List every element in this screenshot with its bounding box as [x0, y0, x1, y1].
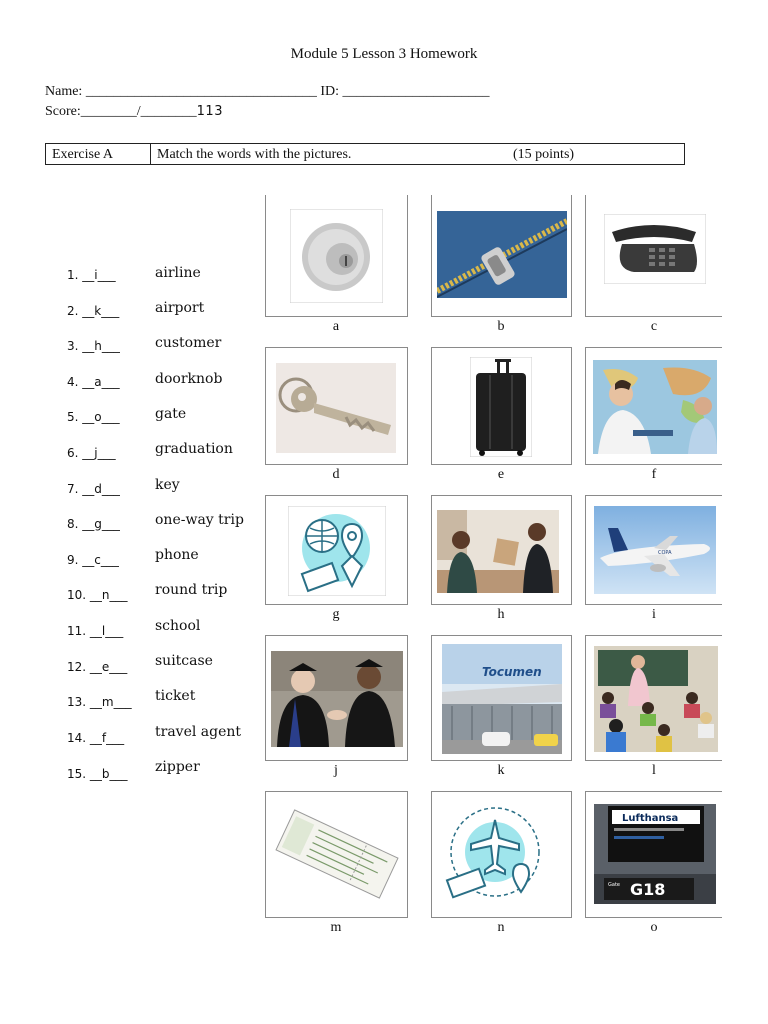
score-label: Score:	[45, 104, 81, 119]
airport-sign-text: Tocumen	[482, 665, 542, 679]
exercise-instruction-cell	[151, 144, 684, 164]
school-classroom-icon	[594, 646, 718, 752]
board-airline-text: Lufthansa	[622, 813, 679, 824]
answer-3[interactable]: 3. __h___	[67, 339, 120, 353]
key-icon	[276, 363, 396, 453]
ticket-icon	[274, 804, 400, 904]
picture-label-f: f	[651, 467, 657, 482]
word-item: zipper	[155, 759, 200, 775]
word-item: round trip	[155, 582, 228, 598]
exercise-header	[45, 143, 685, 165]
picture-label-o: o	[650, 920, 658, 935]
word-item: travel agent	[155, 724, 242, 740]
picture-o	[585, 791, 722, 918]
one-way-trip-icon	[288, 506, 386, 596]
suitcase-icon	[470, 357, 532, 457]
phone-icon	[604, 214, 706, 284]
score-total-blank: ________	[140, 104, 197, 119]
word-item: airport	[155, 300, 205, 316]
picture-label-j: j	[334, 763, 338, 778]
word-item: suitcase	[155, 653, 213, 669]
exercise-points: (15 points)	[513, 147, 575, 162]
word-item: key	[155, 477, 180, 493]
name-blank[interactable]: _________________________________	[85, 84, 317, 99]
gate-word-text: Gate	[608, 882, 620, 888]
word-item: ticket	[155, 688, 196, 704]
exercise-instruction: Match the words with the pictures.	[157, 147, 352, 162]
picture-j	[265, 635, 408, 761]
picture-label-l: l	[652, 763, 656, 778]
picture-label-b: b	[497, 319, 505, 334]
answer-8[interactable]: 8. __g___	[67, 517, 120, 531]
word-item: school	[155, 618, 201, 634]
picture-f	[585, 347, 722, 465]
score-separator: /	[136, 104, 141, 119]
airport-icon	[442, 644, 562, 754]
airplane-icon	[594, 506, 716, 594]
page-title: Module 5 Lesson 3 Homework	[290, 46, 478, 62]
id-label: ID:	[316, 84, 343, 99]
gate-icon	[594, 804, 716, 904]
word-item: one-way trip	[155, 512, 244, 528]
picture-l	[585, 635, 722, 761]
picture-label-c: c	[650, 319, 658, 334]
exercise-name: Exercise A	[46, 144, 151, 164]
answer-1[interactable]: 1. __i___	[67, 268, 116, 282]
customer-icon	[437, 510, 559, 593]
id-blank[interactable]: _____________________	[342, 84, 490, 99]
word-item: graduation	[155, 441, 233, 457]
name-line	[45, 84, 490, 100]
answer-4[interactable]: 4. __a___	[67, 375, 120, 389]
picture-k	[431, 635, 572, 761]
round-trip-icon	[437, 802, 549, 910]
name-label: Name:	[45, 84, 86, 99]
answer-6[interactable]: 6. __j___	[67, 446, 116, 460]
picture-n	[431, 791, 572, 918]
picture-d	[265, 347, 408, 465]
score-blank[interactable]: ________	[80, 104, 137, 119]
score-total: 113	[196, 104, 223, 119]
picture-e	[431, 347, 572, 465]
picture-label-m: m	[330, 920, 342, 935]
word-item: gate	[155, 406, 187, 422]
picture-c	[585, 195, 722, 317]
picture-label-k: k	[497, 763, 505, 778]
answer-12[interactable]: 12. __e___	[67, 660, 128, 674]
graduation-icon	[271, 651, 403, 747]
picture-m	[265, 791, 408, 918]
picture-i	[585, 495, 722, 605]
picture-label-g: g	[332, 607, 340, 622]
picture-label-i: i	[652, 607, 656, 622]
word-item: phone	[155, 547, 199, 563]
answer-2[interactable]: 2. __k___	[67, 304, 120, 318]
doorknob-icon	[290, 209, 383, 303]
score-line	[45, 104, 223, 120]
word-item: airline	[155, 265, 201, 281]
answer-10[interactable]: 10. __n___	[67, 588, 128, 602]
answer-7[interactable]: 7. __d___	[67, 482, 120, 496]
answer-9[interactable]: 9. __c___	[67, 553, 119, 567]
travel-agent-icon	[593, 360, 717, 454]
picture-label-h: h	[497, 607, 505, 622]
answer-14[interactable]: 14. __f___	[67, 731, 125, 745]
word-item: doorknob	[155, 371, 223, 387]
picture-a	[265, 195, 408, 317]
picture-b	[431, 195, 572, 317]
answer-13[interactable]: 13. __m___	[67, 695, 132, 709]
picture-label-e: e	[497, 467, 505, 482]
picture-label-a: a	[332, 319, 340, 334]
svg-text:COPA: COPA	[658, 550, 672, 556]
picture-h	[431, 495, 572, 605]
zipper-icon	[437, 211, 567, 298]
answer-15[interactable]: 15. __b___	[67, 767, 128, 781]
picture-g	[265, 495, 408, 605]
answer-5[interactable]: 5. __o___	[67, 410, 120, 424]
word-item: customer	[155, 335, 222, 351]
picture-label-d: d	[332, 467, 340, 482]
answer-11[interactable]: 11. __l___	[67, 624, 124, 638]
picture-label-n: n	[497, 920, 505, 935]
gate-sign-text: G18	[630, 880, 666, 899]
